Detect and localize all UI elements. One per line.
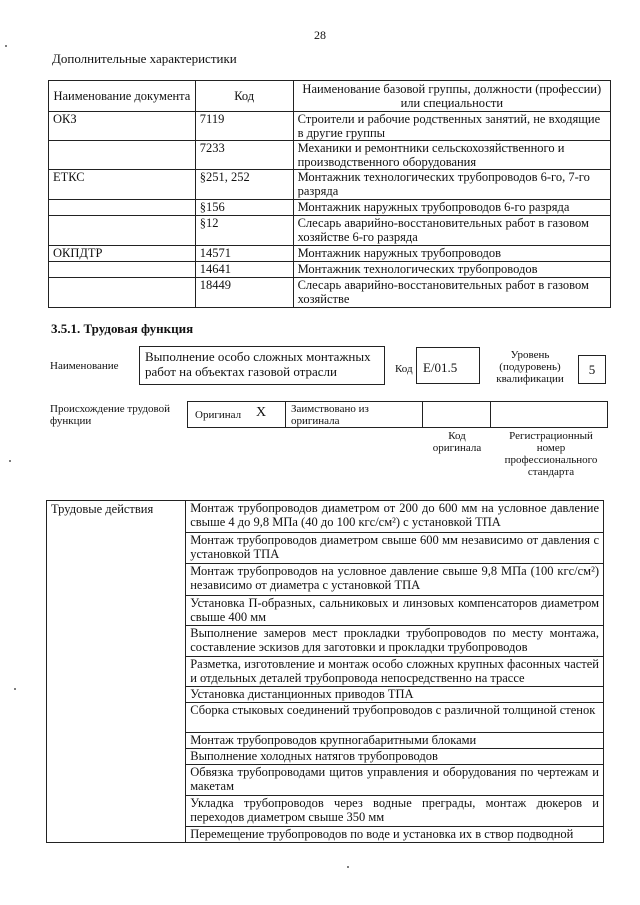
cell-name: Слесарь аварийно-восстановительных работ в газовом хозяйстве xyxy=(293,278,610,308)
scan-speck xyxy=(347,866,349,868)
header-group-name: Наименование базовой группы, должности (профессии) или специальности xyxy=(293,81,610,112)
classifier-table xyxy=(48,80,611,308)
action-item: Обвязка трубопроводами щитов управления и оборудования по чертежам и макетам xyxy=(186,765,604,796)
labor-actions-table xyxy=(46,500,604,843)
table-row xyxy=(47,501,604,533)
registration-caption: Регистрационный номер профессионального стандарта xyxy=(504,430,598,478)
action-item: Монтаж трубопроводов крупногабаритными блоками xyxy=(186,733,604,749)
cell-code: 7119 xyxy=(195,112,293,141)
table-row xyxy=(49,141,611,170)
table-row xyxy=(49,216,611,246)
action-item: Сборка стыковых соединений трубопроводов с различной толщиной стенок xyxy=(186,703,604,733)
scan-speck xyxy=(14,688,16,690)
cell-code: 14571 xyxy=(195,246,293,262)
cell-document xyxy=(49,262,196,278)
code-original-caption: Код оригинала xyxy=(432,430,482,454)
table-row xyxy=(49,200,611,216)
action-item: Выполнение холодных натягов трубопроводов xyxy=(186,749,604,765)
header-document: Наименование документа xyxy=(49,81,196,112)
cell-document: ОКЗ xyxy=(49,112,196,141)
original-mark: X xyxy=(256,405,267,420)
scan-speck xyxy=(5,45,7,47)
cell-document: ЕТКС xyxy=(49,170,196,200)
action-item: Монтаж трубопроводов диаметром свыше 600 мм независимо от давления с установкой ТПА xyxy=(186,533,604,564)
origin-row xyxy=(187,401,608,428)
table-header-row xyxy=(49,81,611,112)
section-title: Дополнительные характеристики xyxy=(52,51,237,66)
scan-speck xyxy=(9,460,11,462)
cell-code: §251, 252 xyxy=(195,170,293,200)
original-label: Оригинал xyxy=(195,409,242,421)
page-number: 28 xyxy=(314,28,326,42)
action-item: Перемещение трубопроводов по воде и установка их в створ подводной xyxy=(186,827,604,843)
cell-name: Монтажник наружных трубопроводов 6-го разряда xyxy=(293,200,610,216)
cell-name: Слесарь аварийно-восстановительных работ в газовом хозяйстве 6-го разряда xyxy=(293,216,610,246)
function-name: Выполнение особо сложных монтажных работ на объектах газовой отрасли xyxy=(145,349,371,379)
level-label: Уровень (подуровень) квалификации xyxy=(496,349,564,385)
cell-code: 7233 xyxy=(195,141,293,170)
function-heading: 3.5.1. Трудовая функция xyxy=(51,321,194,336)
actions-label: Трудовые действия xyxy=(47,501,186,843)
action-item: Выполнение замеров мест прокладки трубопроводов по месту монтажа, составление эскизов для заготовки и прокладки трубопроводов xyxy=(186,626,604,657)
table-row xyxy=(49,112,611,141)
cell-name: Монтажник наружных трубопроводов xyxy=(293,246,610,262)
cell-name: Механики и ремонтники сельскохозяйственного и производственного оборудования xyxy=(293,141,610,170)
borrowed-label: Заимствовано из оригинала xyxy=(291,403,369,427)
code-label: Код xyxy=(395,363,413,375)
cell-name: Строители и рабочие родственных занятий, не входящие в другие группы xyxy=(293,112,610,141)
cell-document: ОКПДТР xyxy=(49,246,196,262)
cell-document xyxy=(49,200,196,216)
origin-label: Происхождение трудовой функции xyxy=(50,403,171,427)
action-item: Разметка, изготовление и монтаж особо сложных крупных фасонных частей и отдельных деталей трубопровода непосредственно на трассе xyxy=(186,657,604,687)
cell-name: Монтажник технологических трубопроводов 6-го, 7-го разряда xyxy=(293,170,610,200)
cell-code: 18449 xyxy=(195,278,293,308)
cell-document xyxy=(49,141,196,170)
code-box xyxy=(416,347,480,384)
header-code: Код xyxy=(195,81,293,112)
cell-code: §156 xyxy=(195,200,293,216)
name-label: Наименование xyxy=(50,360,119,372)
table-row xyxy=(49,278,611,308)
table-row xyxy=(49,246,611,262)
code-value: E/01.5 xyxy=(423,360,458,375)
cell-name: Монтажник технологических трубопроводов xyxy=(293,262,610,278)
table-row xyxy=(49,262,611,278)
table-row xyxy=(49,170,611,200)
cell-document xyxy=(49,278,196,308)
action-item: Установка дистанционных приводов ТПА xyxy=(186,687,604,703)
function-name-box xyxy=(139,346,385,385)
level-value: 5 xyxy=(588,362,596,377)
cell-code: §12 xyxy=(195,216,293,246)
action-item: Укладка трубопроводов через водные преграды, монтаж дюкеров и переходов диаметром свыше 350 мм xyxy=(186,796,604,827)
cell-code: 14641 xyxy=(195,262,293,278)
cell-document xyxy=(49,216,196,246)
action-item: Установка П-образных, сальниковых и линзовых компенсаторов диаметром свыше 400 мм xyxy=(186,596,604,626)
action-item: Монтаж трубопроводов диаметром от 200 до 600 мм на условное давление свыше 4 до 9,8 МПа (40 до 100 кгс/см²) с установкой ТПА xyxy=(186,501,604,533)
action-item: Монтаж трубопроводов на условное давление свыше 9,8 МПа (100 кгс/см²) независимо от диаметра с установкой ТПА xyxy=(186,564,604,596)
level-box xyxy=(578,355,606,384)
